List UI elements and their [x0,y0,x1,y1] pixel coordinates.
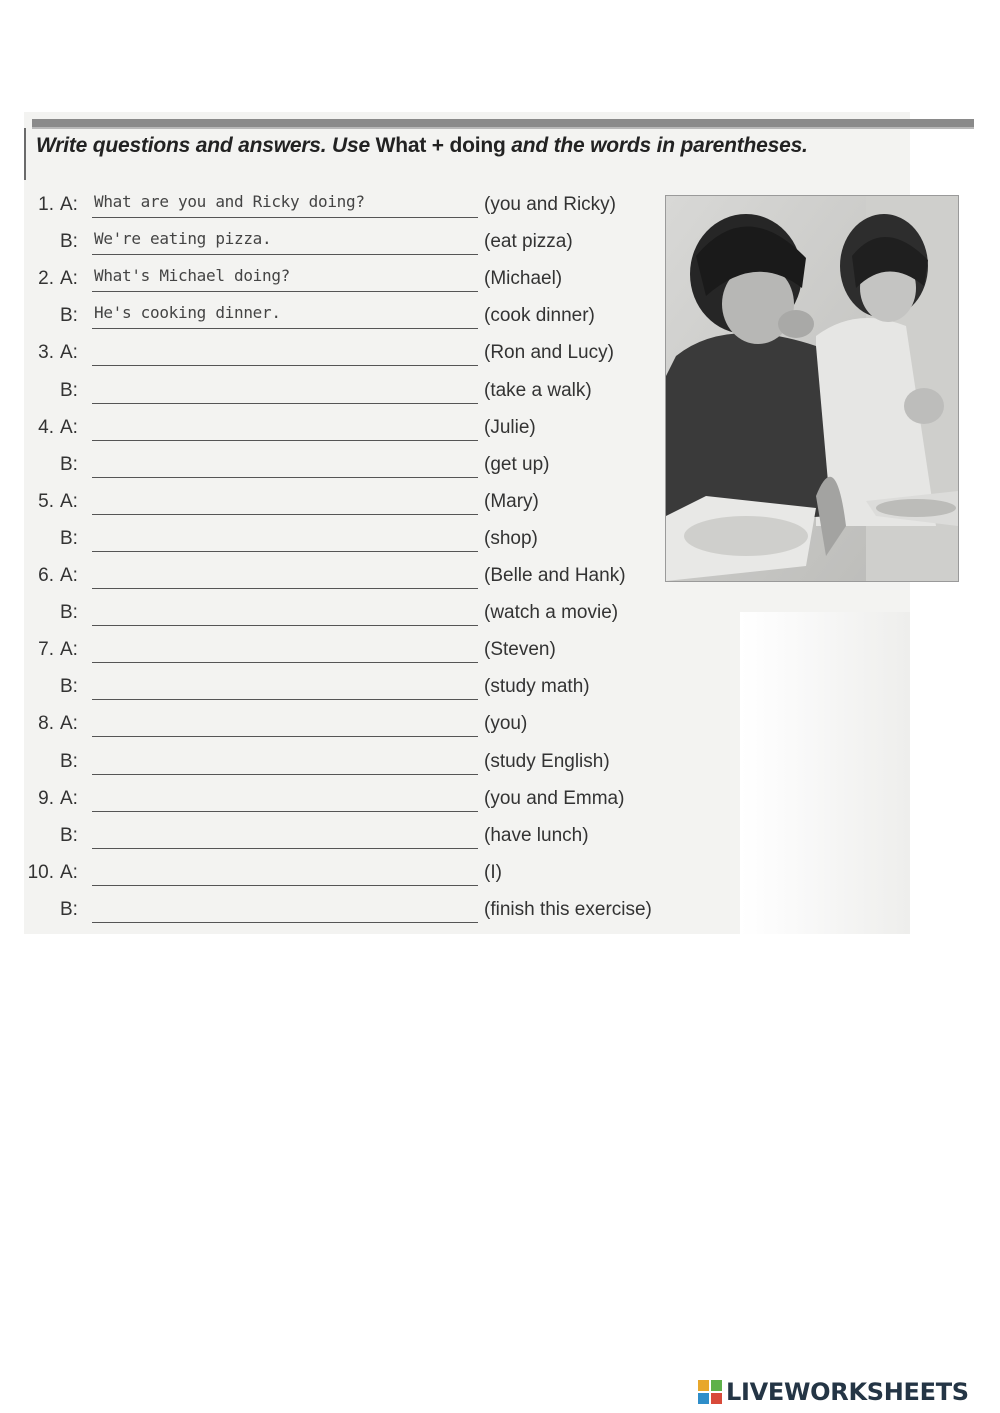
speaker-label: A: [60,713,78,735]
exercise-row-9-b [0,825,700,862]
exercise-row-1-b [0,231,700,268]
answer-blank[interactable] [92,514,478,515]
exercise-row-5-a [0,491,700,528]
answer-blank[interactable] [92,328,478,329]
liveworksheets-logo [698,1378,969,1406]
cue-words: (study English) [484,750,610,772]
cue-words: (watch a movie) [484,602,619,624]
cue-words: (finish this exercise) [484,898,652,920]
speaker-label: A: [60,268,78,290]
left-edge-rule [24,128,26,180]
cue-words: (Julie) [484,416,536,438]
speaker-label: B: [60,379,78,401]
speaker-label: A: [60,787,78,809]
speaker-label: B: [60,527,78,549]
exercise-row-6-a [0,565,700,602]
cue-words: (you) [484,713,528,735]
answer-blank[interactable] [92,811,478,812]
cue-words: (take a walk) [484,379,592,401]
speaker-label: B: [60,824,78,846]
answer-blank[interactable] [92,848,478,849]
cue-words: (get up) [484,453,550,475]
cue-words: (you and Ricky) [484,194,616,215]
exercise-row-2-a [0,268,700,305]
instruction-heading [36,134,808,158]
answer-blank[interactable] [92,774,478,775]
speaker-label: A: [60,416,78,438]
cue-words: (Belle and Hank) [484,565,626,586]
instruction-part2: What + doing [375,134,506,157]
speaker-label: A: [60,342,78,364]
exercise-number: 4. [38,416,54,438]
speaker-label: A: [60,194,78,215]
exercise-row-8-b [0,751,700,788]
answer-blank[interactable] [92,885,478,886]
photo-two-boys-eating-pizza [666,196,958,581]
speaker-label: B: [60,231,78,253]
cue-words: (you and Emma) [484,787,625,809]
answer-blank[interactable] [92,254,478,255]
cue-words: (shop) [484,527,538,549]
answer-blank[interactable] [92,217,478,218]
exercise-number: 8. [38,713,54,735]
exercise-row-8-a [0,713,700,750]
exercise-number: 2. [38,268,54,290]
answer-blank[interactable] [92,736,478,737]
answer-text[interactable]: He's cooking dinner. [94,303,281,323]
speaker-label: B: [60,453,78,475]
exercise-row-10-a [0,862,700,899]
exercise-row-5-b [0,528,700,565]
exercise-row-4-a [0,417,700,454]
answer-blank[interactable] [92,551,478,552]
brand-name: LIVEWORKSHEETS [726,1378,969,1406]
exercise-row-2-b [0,305,700,342]
exercise-number: 6. [38,565,54,586]
speaker-label: A: [60,565,78,586]
exercise-number: 9. [38,787,54,809]
cue-words: (Mary) [484,490,539,512]
exercise-row-1-a [0,194,700,231]
exercise-row-6-b [0,602,700,639]
speaker-label: B: [60,676,78,698]
instruction-part1: Write questions and answers. Use [36,134,376,157]
speaker-label: A: [60,639,78,661]
speaker-label: B: [60,602,78,624]
answer-blank[interactable] [92,625,478,626]
answer-blank[interactable] [92,588,478,589]
answer-blank[interactable] [92,477,478,478]
photo-image [666,196,958,581]
answer-text[interactable]: What are you and Ricky doing? [94,192,365,211]
cue-words: (cook dinner) [484,305,595,327]
cue-words: (Ron and Lucy) [484,342,614,364]
speaker-label: B: [60,750,78,772]
instruction-part3: and the words in parentheses. [505,134,808,157]
cue-words: (study math) [484,676,590,698]
cue-words: (Michael) [484,268,563,290]
exercise-number: 1. [38,194,54,215]
exercise-row-7-a [0,639,700,676]
liveworksheets-logo-icon [698,1380,722,1404]
answer-text[interactable]: What's Michael doing? [94,266,290,286]
exercise-row-9-a [0,788,700,825]
scan-fade [740,612,910,934]
speaker-label: A: [60,861,78,883]
answer-blank[interactable] [92,365,478,366]
speaker-label: A: [60,490,78,512]
exercise-row-7-b [0,676,700,713]
answer-blank[interactable] [92,291,478,292]
answer-blank[interactable] [92,440,478,441]
answer-text[interactable]: We're eating pizza. [94,229,272,249]
exercise-number: 3. [38,342,54,364]
answer-blank[interactable] [92,403,478,404]
speaker-label: B: [60,898,78,920]
speaker-label: B: [60,305,78,327]
answer-blank[interactable] [92,662,478,663]
answer-blank[interactable] [92,922,478,923]
exercise-row-3-b [0,380,700,417]
cue-words: (have lunch) [484,824,589,846]
exercise-number: 5. [38,490,54,512]
answer-blank[interactable] [92,699,478,700]
exercise-row-10-b [0,899,700,936]
cue-words: (I) [484,861,502,883]
exercise-row-3-a [0,342,700,379]
exercise-number: 10. [27,861,54,883]
cue-words: (eat pizza) [484,231,573,253]
exercise-number: 7. [38,639,54,661]
top-rule [32,119,974,129]
cue-words: (Steven) [484,639,556,661]
exercise-row-4-b [0,454,700,491]
